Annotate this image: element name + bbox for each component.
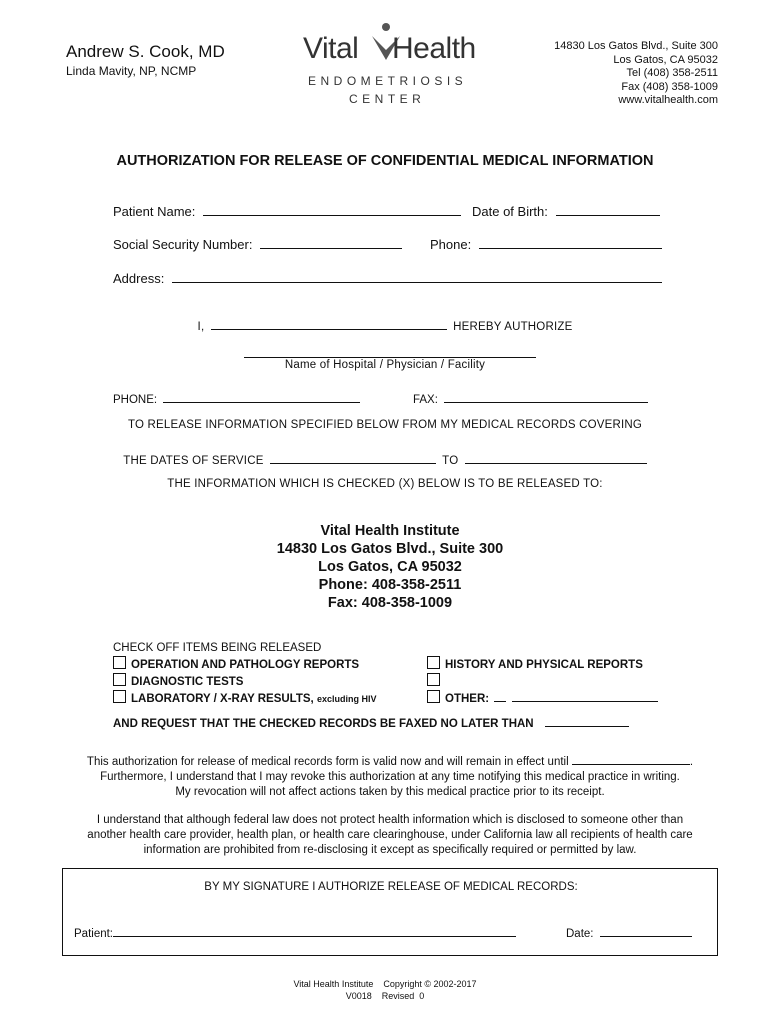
recipient-line: Fax: 408-358-1009 [327,595,453,611]
hiv-note: excluding HIV [316,694,377,704]
authorize-row [0,315,770,333]
facility-fax-row [413,388,648,406]
facility-phone-label: PHONE: [113,394,158,406]
paragraph-line: another health care provider, health plan, or health care clearinghouse, under California law all recipients of health care [87,829,693,841]
signature-date-row [566,925,692,940]
website-link[interactable]: www.vitalhealth.com [618,94,718,106]
signature-date-input[interactable] [600,925,692,937]
address-row [113,268,662,286]
ssn-row [113,234,402,252]
diagnostic-tests-checkbox[interactable] [113,673,126,686]
dob-label: Date of Birth: [472,204,548,219]
operation-pathology-checkbox[interactable] [113,656,126,669]
checklist-item [427,673,658,690]
recipient-block [0,522,770,612]
release-statement: TO RELEASE INFORMATION SPECIFIED BELOW FROM MY MEDICAL RECORDS COVERING [127,419,643,431]
paragraph-line: I understand that although federal law does not protect health information which is disclosed to someone other than [96,814,684,826]
fax-request-label: AND REQUEST THAT THE CHECKED RECORDS BE FAXED NO LATER THAN [113,718,534,730]
patient-signature-label: Patient: [74,928,113,940]
footer-copyright: Vital Health Institute Copyright © 2002-2017 [293,979,477,989]
nurse-name: Linda Mavity, NP, NCMP [66,64,197,78]
dates-to-label: TO [442,455,459,467]
lab-xray-checkbox[interactable] [113,690,126,703]
ssn-input[interactable] [260,234,402,249]
logo-sub-center: CENTER [349,92,426,106]
dates-of-service-row [0,449,770,467]
checked-statement: THE INFORMATION WHICH IS CHECKED (X) BELOW IS TO BE RELEASED TO: [167,478,603,490]
validity-date-input[interactable] [572,753,690,765]
checklist-item [113,673,376,690]
patient-signature-input[interactable] [113,925,516,937]
doctor-name: Andrew S. Cook, MD [66,42,225,61]
footer-version: V0018 Revised 0 [345,991,425,1001]
phone-label: Phone: [430,237,472,252]
authorizer-name-input[interactable] [211,315,447,330]
checklist-item [427,656,658,673]
checklist-right [427,656,658,707]
recipient-line: Vital Health Institute [320,523,460,539]
paragraph-line: Furthermore, I understand that I may revoke this authorization at any time notifying this medical practice in writing. [100,771,680,783]
practice-address [554,40,718,108]
dob-input[interactable] [556,201,660,216]
form-title: AUTHORIZATION FOR RELEASE OF CONFIDENTIAL MEDICAL INFORMATION [116,153,654,169]
checklist-item [113,690,376,707]
address-line: Fax (408) 358-1009 [621,80,718,93]
checklist-left [113,656,376,707]
address-label: Address: [113,271,165,286]
other-checkbox[interactable] [427,690,440,703]
patient-name-row [113,201,461,219]
authorize-hereby: HEREBY AUTHORIZE [453,321,573,333]
facility-phone-input[interactable] [163,388,360,403]
validity-paragraph [0,753,770,800]
fax-deadline-input[interactable] [545,715,629,727]
facility-fax-input[interactable] [444,388,648,403]
phone-row [430,234,662,252]
checklist-heading: CHECK OFF ITEMS BEING RELEASED [113,642,322,654]
privacy-paragraph [0,813,770,858]
checklist-item [113,656,376,673]
checklist-label: OPERATION AND PATHOLOGY REPORTS [131,659,360,671]
dates-to-input[interactable] [465,449,647,464]
footer [0,978,770,1002]
checklist-label: OTHER: [445,693,490,705]
address-line: 14830 Los Gatos Blvd., Suite 300 [554,40,718,52]
ssn-label: Social Security Number: [113,237,253,252]
address-line: Los Gatos, CA 95032 [613,53,718,66]
authorize-i: I, [197,321,205,333]
logo-vital: Vital [303,32,359,65]
logo [290,20,490,110]
address-line: Tel (408) 358-2511 [626,67,718,79]
history-physical-checkbox[interactable] [427,656,440,669]
facility-fax-label: FAX: [413,394,438,406]
recipient-line: Phone: 408-358-2511 [318,577,462,593]
recipient-line: 14830 Los Gatos Blvd., Suite 300 [276,541,504,557]
phone-input[interactable] [479,234,662,249]
facility-caption: Name of Hospital / Physician / Facility [284,359,486,371]
other-input[interactable] [512,690,658,702]
patient-signature-row [74,925,516,940]
signature-heading: BY MY SIGNATURE I AUTHORIZE RELEASE OF MEDICAL RECORDS: [204,881,578,893]
dob-row [472,201,660,219]
facility-phone-row [113,388,360,406]
facility-name-input[interactable] [244,345,536,358]
recipient-line: Los Gatos, CA 95032 [318,559,462,575]
address-input[interactable] [172,268,662,283]
patient-name-label: Patient Name: [113,204,196,219]
paragraph-line: information are prohibited from re-disclosing it except as specifically required or permitted by law. [143,844,637,856]
logo-health: Health [392,32,476,65]
dates-from-input[interactable] [270,449,436,464]
signature-box [62,868,718,956]
checklist-item [427,690,658,707]
blank-checkbox[interactable] [427,673,440,686]
validity-text: This authorization for release of medical records form is valid now and will remain in effect until [86,756,569,768]
fax-request-row [113,715,629,730]
checklist-label: HISTORY AND PHYSICAL REPORTS [445,659,643,671]
paragraph-line: My revocation will not affect actions taken by this medical practice prior to its receipt. [175,786,605,798]
paragraph-line: This authorization for release of medical records form is valid now and will remain in effect until . [0,753,770,770]
other-input-short[interactable] [494,690,506,702]
logo-sub-endometriosis: ENDOMETRIOSIS [308,74,468,88]
checklist-label: LABORATORY / X-RAY RESULTS, [131,693,314,705]
patient-name-input[interactable] [203,201,461,216]
dates-of-service-label: THE DATES OF SERVICE [123,455,264,467]
checklist-label: DIAGNOSTIC TESTS [131,676,244,688]
signature-date-label: Date: [566,928,594,940]
